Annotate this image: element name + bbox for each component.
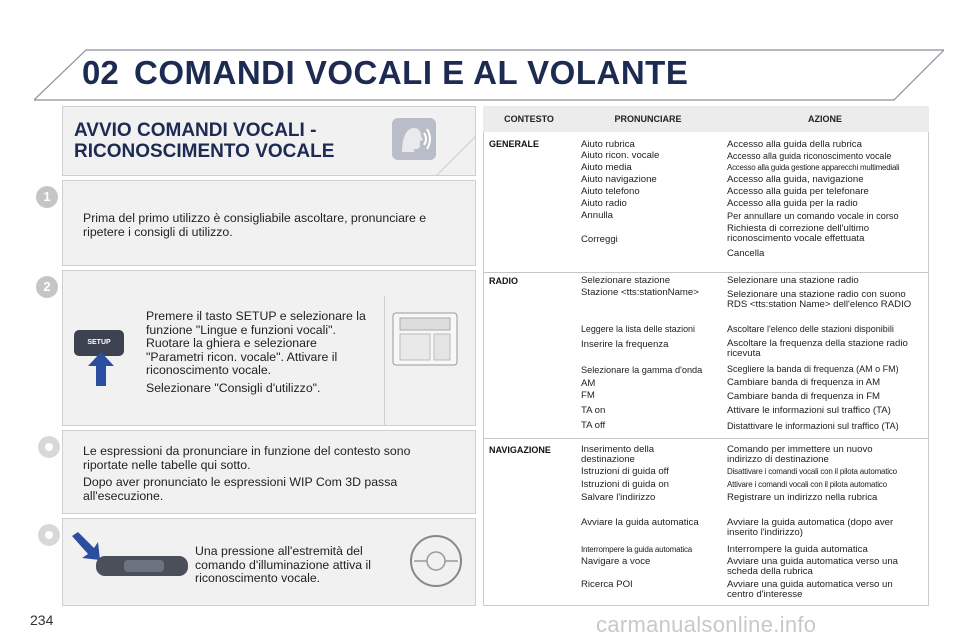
list-item: Interrompere la guida automatica <box>581 545 692 554</box>
list-item: Avviare la guida automatica <box>581 517 699 528</box>
step-badge-1: 1 <box>36 186 58 208</box>
list-item: Correggi <box>581 234 618 245</box>
list-item: Accesso alla guida per telefonare <box>727 186 869 197</box>
column-header-contesto: CONTESTO <box>483 106 575 132</box>
list-item: Avviare una guida automatica verso un centro d'interesse <box>727 579 893 601</box>
step1-text: Prima del primo utilizzo è consigliabile ascoltare, pronunciare e ripetere i consigli di utilizzo. <box>83 211 427 239</box>
list-item: Navigare a voce <box>581 556 651 567</box>
list-item: FM <box>581 390 595 401</box>
lightbulb-icon <box>38 524 60 546</box>
list-item: Registrare un indirizzo nella rubrica <box>727 492 878 503</box>
context-radio: RADIO <box>489 276 518 286</box>
list-item: Accesso alla guida, navigazione <box>727 174 864 185</box>
light-stalk-illustration <box>94 550 190 582</box>
list-item: Attivare i comandi vocali con il pilota automatico <box>727 480 887 489</box>
list-item: Aiuto telefono <box>581 186 640 197</box>
list-item: Interrompere la guida automatica <box>727 544 868 555</box>
list-item: Avviare una guida automatica verso una scheda della rubrica <box>727 556 899 578</box>
list-item: Ricerca POI <box>581 579 633 590</box>
list-item: Aiuto ricon. vocale <box>581 150 660 161</box>
tip1-text: Le espressioni da pronunciare in funzione del contesto sono riportate nelle tabelle qui sotto. Dopo aver pronunciato le espressioni WIP Com 3D passa all'esecuzione. <box>83 444 411 503</box>
list-item: Selezionare una stazione radio <box>727 275 859 286</box>
list-item: Cancella <box>727 248 765 259</box>
group-divider <box>483 272 929 273</box>
setup-button-illustration: SETUP <box>74 330 124 356</box>
list-item: Aiuto navigazione <box>581 174 657 185</box>
chapter-number: 02 <box>82 54 119 91</box>
navigazione-pronounce-list <box>581 445 721 605</box>
chapter-title: COMANDI VOCALI E AL VOLANTE <box>134 54 689 91</box>
up-arrow-icon <box>88 352 114 386</box>
list-item: Accesso alla guida per la radio <box>727 198 858 209</box>
list-item: Istruzioni di guida off <box>581 466 669 477</box>
list-item: Cambiare banda di frequenza in FM <box>727 391 881 402</box>
list-item: Per annullare un comando vocale in corso <box>727 211 899 221</box>
watermark: carmanualsonline.info <box>596 612 817 637</box>
corner-fold <box>436 106 476 176</box>
list-item: Richiesta di correzione dell'ultimo riconoscimento vocale effettuata <box>727 223 870 245</box>
column-header-azione: AZIONE <box>721 106 929 132</box>
list-item: Selezionare stazione <box>581 275 671 286</box>
list-item: Salvare l'indirizzo <box>581 492 656 503</box>
radio-action-list <box>727 276 925 436</box>
list-item: TA off <box>581 420 606 431</box>
list-item: Accesso alla guida riconoscimento vocale <box>727 151 892 161</box>
steering-wheel-icon <box>408 534 464 588</box>
list-item: Aiuto rubrica <box>581 139 635 150</box>
radio-pronounce-list <box>581 276 721 436</box>
list-item: Annulla <box>581 210 614 221</box>
lightbulb-icon <box>38 436 60 458</box>
list-item: Comando per immettere un nuovo indirizzo di destinazione <box>727 444 873 466</box>
list-item: TA on <box>581 405 606 416</box>
list-item: Cambiare banda di frequenza in AM <box>727 377 881 388</box>
context-generale: GENERALE <box>489 139 540 149</box>
list-item: Leggere la lista delle stazioni <box>581 324 695 334</box>
list-item: Distattivare le informazioni sul traffico (TA) <box>727 421 899 431</box>
list-item: Attivare le informazioni sul traffico (TA) <box>727 405 891 416</box>
generale-pronounce-list <box>581 140 719 270</box>
list-item: Inserire la frequenza <box>581 339 669 350</box>
list-item: AM <box>581 378 596 389</box>
generale-action-list <box>727 140 925 270</box>
list-item: Selezionare una stazione radio con suono RDS <tts:station Name> dell'elenco RADIO <box>727 289 912 311</box>
section-title: AVVIO COMANDI VOCALI - RICONOSCIMENTO VOCALE <box>74 120 335 162</box>
voice-recognition-icon <box>392 118 436 160</box>
list-item: Avviare la guida automatica (dopo aver inserito l'indirizzo) <box>727 517 894 539</box>
tip2-text: Una pressione all'estremità del comando d'illuminazione attiva il riconoscimento vocale. <box>195 544 371 585</box>
context-navigazione: NAVIGAZIONE <box>489 445 551 455</box>
group-divider <box>483 438 929 439</box>
radio-unit-icon <box>392 312 458 366</box>
list-item: Accesso alla guida gestione apparecchi multimediali <box>727 163 900 172</box>
page-number: 234 <box>30 612 54 628</box>
list-item: Selezionare la gamma d'onda <box>581 365 703 375</box>
column-header-pronunciare: PRONUNCIARE <box>575 106 721 132</box>
list-item: Scegliere la banda di frequenza (AM o FM) <box>727 364 899 374</box>
list-item: Aiuto media <box>581 162 632 173</box>
list-item: Stazione <tts:stationName> <box>581 287 699 298</box>
step2-text: Premere il tasto SETUP e selezionare la funzione "Lingue e funzioni vocali". Ruotare la ghiera e selezionare "Parametri ricon. vocale". Attivare il riconoscimento vocale. Selezionare "Consigli d'utilizzo". <box>146 309 366 395</box>
list-item: Ascoltare la frequenza della stazione radio ricevuta <box>727 338 908 360</box>
step-badge-2: 2 <box>36 276 58 298</box>
list-item: Ascoltare l'elenco delle stazioni disponibili <box>727 324 894 334</box>
navigazione-action-list <box>727 445 925 605</box>
list-item: Inserimento della destinazione <box>581 444 655 466</box>
list-item: Istruzioni di guida on <box>581 479 669 490</box>
chapter-header <box>34 46 944 102</box>
list-item: Accesso alla guida della rubrica <box>727 139 862 150</box>
list-item: Aiuto radio <box>581 198 627 209</box>
list-item: Disattivare i comandi vocali con il pilota automatico <box>727 467 897 476</box>
